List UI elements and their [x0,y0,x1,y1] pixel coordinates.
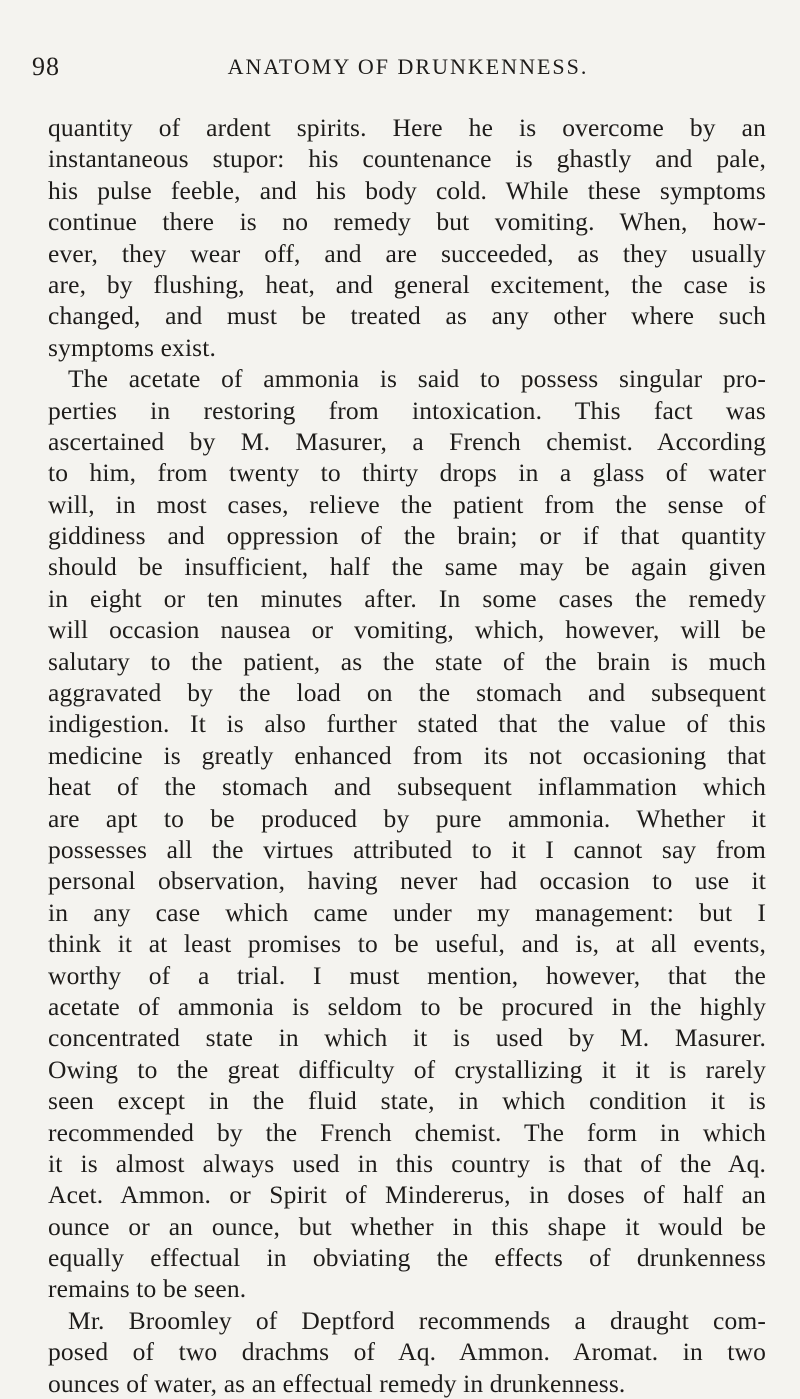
text-line: in any case which came under my management: but I [48,897,766,927]
text-line: will occasion nausea or vomiting, which, however, will be [48,615,766,645]
text-line: personal observation, having never had occasion to use it [48,866,766,896]
text-line: possesses all the virtues attributed to it I cannot say from [48,834,766,864]
text-line: medicine is greatly enhanced from its not occasioning that [48,740,766,770]
paragraph-first-line: Mr. Broomley of Deptford recommends a draught com- [68,1305,766,1335]
text-line: posed of two drachms of Aq. Ammon. Aromat. in two [48,1337,766,1367]
text-line: perties in restoring from intoxication. This fact was [48,395,766,425]
text-line: indigestion. It is also further stated that the value of this [48,709,766,739]
text-line: Owing to the great difficulty of crystallizing it it is rarely [48,1054,766,1084]
text-line: concentrated state in which it is used by M. Masurer. [48,1023,766,1053]
text-line: are, by flushing, heat, and general excitement, the case is [48,269,766,299]
body-text [48,112,766,1399]
text-line: think it at least promises to be useful, and is, at all events, [48,929,766,959]
paragraph-first-line: The acetate of ammonia is said to possess singular pro- [68,364,766,394]
text-line: ever, they wear off, and are succeeded, as they usually [48,238,766,268]
page-number: 98 [32,52,60,81]
text-line: will, in most cases, relieve the patient from the sense of [48,489,766,519]
text-line: equally effectual in obviating the effects of drunkenness [48,1243,766,1273]
text-line: symptoms exist. [48,332,217,362]
text-line: should be insufficient, half the same may be again given [48,552,766,582]
text-line: giddiness and oppression of the brain; or if that quantity [48,521,766,551]
text-line: recommended by the French chemist. The form in which [48,1117,766,1147]
text-line: seen except in the fluid state, in which condition it is [48,1086,766,1116]
text-line: ounces of water, as an effectual remedy in drunkenness. [48,1368,626,1398]
text-line: worthy of a trial. I must mention, however, that the [48,960,766,990]
text-line: heat of the stomach and subsequent inflammation which [48,772,766,802]
text-line: aggravated by the load on the stomach and subsequent [48,678,766,708]
text-line: changed, and must be treated as any other where such [48,301,766,331]
text-line: acetate of ammonia is seldom to be procured in the highly [48,991,766,1021]
text-line: ascertained by M. Masurer, a French chemist. According [48,426,766,456]
text-line: Acet. Ammon. or Spirit of Mindererus, in doses of half an [48,1180,766,1210]
text-line: to him, from twenty to thirty drops in a glass of water [48,458,766,488]
text-line: it is almost always used in this country is that of the Aq. [48,1148,766,1178]
text-line: his pulse feeble, and his body cold. While these symptoms [48,175,766,205]
text-line: remains to be seen. [48,1274,247,1304]
text-line: salutary to the patient, as the state of the brain is much [48,646,766,676]
running-title: ANATOMY OF DRUNKENNESS. [227,54,589,79]
text-line: in eight or ten minutes after. In some cases the remedy [48,583,766,613]
running-head [32,52,784,92]
text-line: quantity of ardent spirits. Here he is overcome by an [48,113,766,142]
text-line: continue there is no remedy but vomiting. When, how- [48,207,766,237]
text-line: instantaneous stupor: his countenance is ghastly and pale, [48,144,766,174]
text-line: are apt to be produced by pure ammonia. Whether it [48,803,766,833]
text-line: ounce or an ounce, but whether in this shape it would be [48,1211,766,1241]
